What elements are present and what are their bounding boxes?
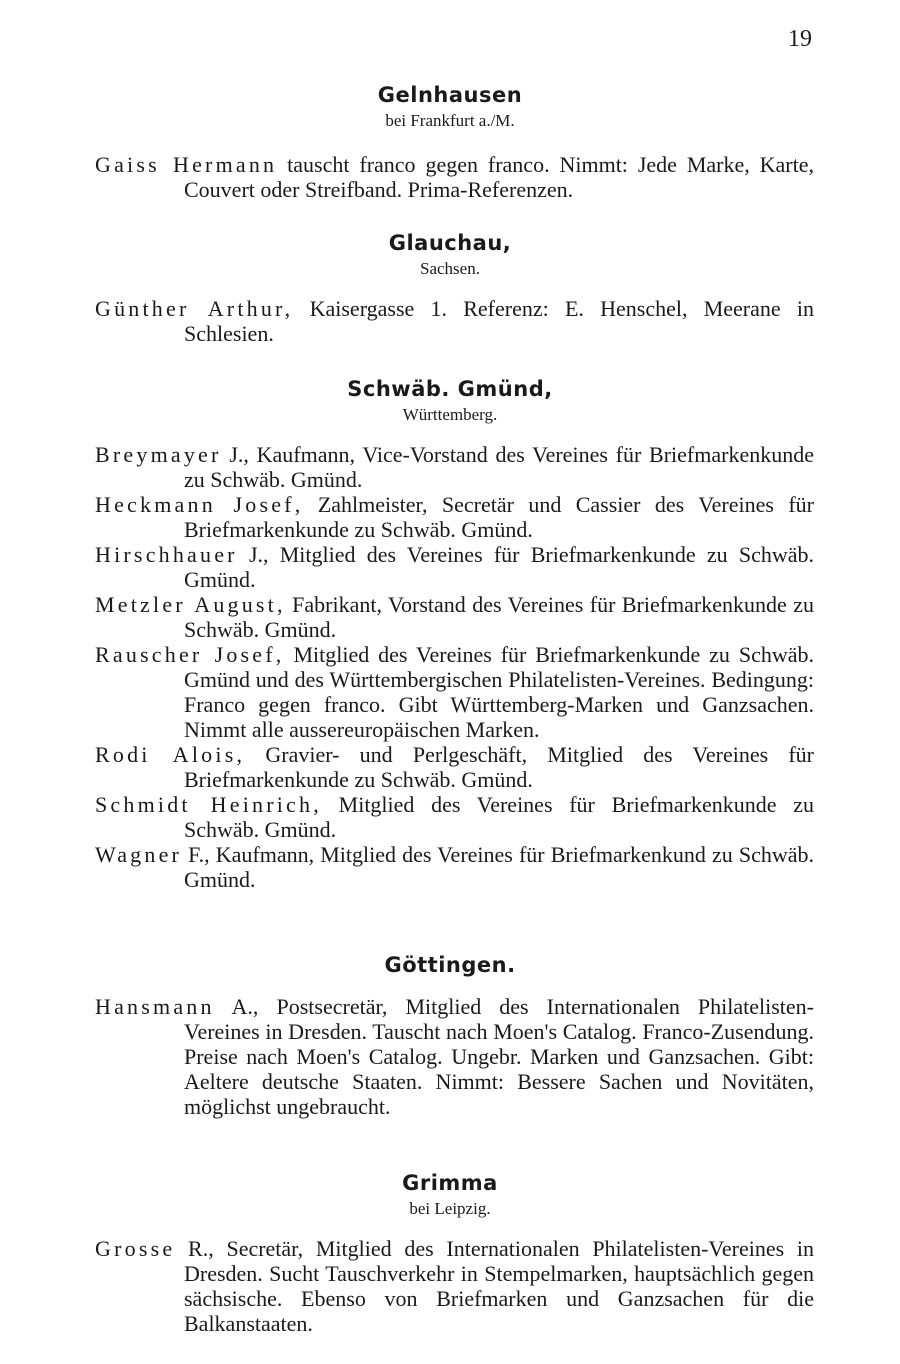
entry-text: J., Mitglied des Vereines für Briefmarkenkunde zu Schwäb. Gmünd. [184, 542, 815, 592]
entry-text: Kaisergasse 1. Referenz: E. Henschel, Meerane in Schlesien. [184, 296, 814, 346]
directory-entry [95, 296, 814, 346]
region-subheading: bei Frankfurt a./M. [385, 111, 515, 130]
entry-list [0, 442, 900, 892]
region-subheading: Sachsen. [420, 259, 480, 278]
place-heading: Schwäb. Gmünd, [347, 377, 553, 401]
entry-name: Wagner [95, 842, 183, 867]
entry-name: Heckmann Josef, [95, 492, 304, 517]
entry-text: Mitglied des Vereines für Briefmarkenkunde zu Schwäb. Gmünd und des Württembergischen Philatelisten-Vereines. Bedingung: Franco gegen franco. Gibt Württemberg-Marken und Ganzsachen. Nimmt alle aussereuropäischen Marken. [184, 642, 815, 742]
entry-text: tauscht franco gegen franco. Nimmt: Jede Marke, Karte, Couvert oder Streifband. Prima-Referenzen. [184, 152, 814, 202]
entry-name: Günther Arthur, [95, 296, 294, 321]
directory-entry [95, 542, 815, 592]
entry-list [0, 1236, 900, 1336]
directory-entry [95, 442, 814, 492]
entry-name: Gaiss Hermann [95, 152, 278, 177]
directory-entry [95, 994, 814, 1119]
entry-text: F., Kaufmann, Mitglied des Vereines für Briefmarkenkund zu Schwäb. Gmünd. [184, 842, 814, 892]
directory-entry [95, 152, 814, 202]
directory-entry [95, 642, 815, 742]
entry-text: Zahlmeister, Secretär und Cassier des Vereines für Briefmarkenkunde zu Schwäb. Gmünd. [184, 492, 815, 542]
section-glauchau [0, 230, 900, 346]
section-gelnhausen [0, 82, 900, 202]
section-goettingen [0, 952, 900, 1119]
entry-name: Grosse [95, 1236, 176, 1261]
entry-list [0, 152, 900, 202]
entry-name: Breymayer [95, 442, 222, 467]
entry-text: Mitglied des Vereines für Briefmarkenkunde zu Schwäb. Gmünd. [184, 792, 814, 842]
directory-entry [95, 742, 815, 792]
directory-entry [95, 492, 815, 542]
directory-entry [95, 592, 814, 642]
entry-name: Schmidt Heinrich, [95, 792, 322, 817]
place-heading: Göttingen. [384, 953, 516, 977]
section-grimma [0, 1170, 900, 1336]
entry-name: Hirschhauer [95, 542, 238, 567]
entry-name: Metzler August, [95, 592, 286, 617]
place-heading: Grimma [402, 1171, 498, 1195]
page-number: 19 [788, 26, 812, 52]
directory-entry [95, 1236, 814, 1336]
entry-text: Fabrikant, Vorstand des Vereines für Briefmarkenkunde zu Schwäb. Gmünd. [184, 592, 814, 642]
region-subheading: Württemberg. [402, 405, 498, 424]
entry-text: A., Postsecretär, Mitglied des Internationalen Philatelisten-Vereines in Dresden. Tauscht nach Moen's Catalog. Franco-Zusendung. Preise nach Moen's Catalog. Ungebr. Marken und Ganzsachen. Gibt: Aeltere deutsche Staaten. Nimmt: Bessere Sachen und Novitäten, möglichst ungebraucht. [184, 994, 814, 1119]
entry-list [0, 994, 900, 1119]
place-heading: Glauchau, [388, 231, 512, 255]
entry-name: Rodi Alois, [95, 742, 246, 767]
entry-text: J., Kaufmann, Vice-Vorstand des Vereines für Briefmarkenkunde zu Schwäb. Gmünd. [184, 442, 814, 492]
entry-name: Rauscher Josef, [95, 642, 285, 667]
entry-text: Gravier- und Perlgeschäft, Mitglied des Vereines für Briefmarkenkunde zu Schwäb. Gmünd. [184, 742, 815, 792]
entry-text: R., Secretär, Mitglied des Internationalen Philatelisten-Vereines in Dresden. Sucht Tauschverkehr in Stempelmarken, hauptsächlich gegen sächsische. Ebenso von Briefmarken und Ganzsachen für die Balkanstaaten. [184, 1236, 814, 1336]
region-subheading: bei Leipzig. [409, 1199, 491, 1218]
place-heading: Gelnhausen [377, 83, 523, 107]
entry-name: Hansmann [95, 994, 215, 1019]
directory-entry [95, 792, 814, 842]
section-schwaeb-gmuend [0, 376, 900, 892]
entry-list [0, 296, 900, 346]
directory-entry [95, 842, 814, 892]
